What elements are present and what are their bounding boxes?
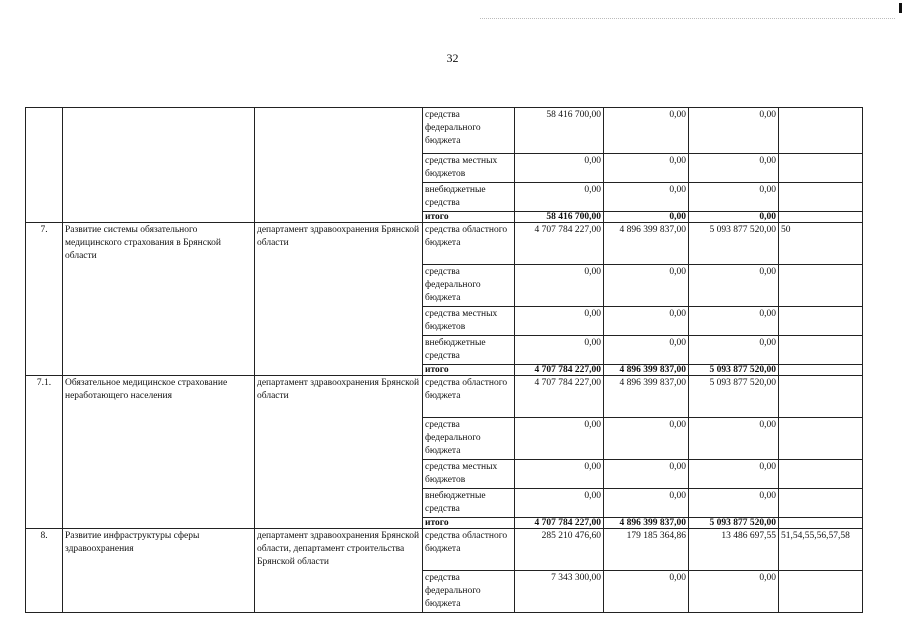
funding-source: средства областного бюджета bbox=[423, 376, 515, 418]
table-row bbox=[26, 529, 863, 571]
page-number: 32 bbox=[446, 51, 459, 65]
funding-source: средства областного бюджета bbox=[423, 223, 515, 265]
target-indicator bbox=[779, 365, 863, 376]
amount-year-1: 4 707 784 227,00 bbox=[515, 365, 604, 376]
amount-year-1: 0,00 bbox=[515, 154, 604, 183]
amount-year-3: 0,00 bbox=[689, 265, 779, 307]
amount-year-2: 0,00 bbox=[604, 212, 689, 223]
amount-year-3: 13 486 697,55 bbox=[689, 529, 779, 571]
amount-year-3: 0,00 bbox=[689, 336, 779, 365]
amount-year-1: 4 707 784 227,00 bbox=[515, 376, 604, 418]
target-indicator bbox=[779, 154, 863, 183]
amount-year-3: 0,00 bbox=[689, 571, 779, 613]
target-indicator bbox=[779, 376, 863, 418]
funding-source: средства областного бюджета bbox=[423, 529, 515, 571]
funding-source: внебюджетные средства bbox=[423, 336, 515, 365]
amount-year-1: 7 343 300,00 bbox=[515, 571, 604, 613]
amount-year-3: 0,00 bbox=[689, 183, 779, 212]
amount-year-3: 5 093 877 520,00 bbox=[689, 223, 779, 265]
item-name: Развитие инфраструктуры сферы здравоохранения bbox=[63, 529, 255, 613]
amount-year-3: 5 093 877 520,00 bbox=[689, 365, 779, 376]
scan-corner-mark bbox=[899, 3, 902, 13]
item-number: 7. bbox=[26, 223, 63, 376]
amount-year-2: 0,00 bbox=[604, 460, 689, 489]
amount-year-2: 4 896 399 837,00 bbox=[604, 518, 689, 529]
table-row bbox=[26, 376, 863, 418]
target-indicator bbox=[779, 108, 863, 154]
amount-year-2: 0,00 bbox=[604, 154, 689, 183]
amount-year-1: 0,00 bbox=[515, 183, 604, 212]
amount-year-1: 0,00 bbox=[515, 336, 604, 365]
funding-source: итого bbox=[423, 518, 515, 529]
funding-source: средства местных бюджетов bbox=[423, 460, 515, 489]
amount-year-2: 179 185 364,86 bbox=[604, 529, 689, 571]
budget-table bbox=[25, 107, 863, 613]
amount-year-1: 0,00 bbox=[515, 460, 604, 489]
item-number: 8. bbox=[26, 529, 63, 613]
amount-year-2: 4 896 399 837,00 bbox=[604, 376, 689, 418]
amount-year-1: 0,00 bbox=[515, 489, 604, 518]
amount-year-2: 4 896 399 837,00 bbox=[604, 223, 689, 265]
target-indicator: 50 bbox=[779, 223, 863, 265]
amount-year-3: 0,00 bbox=[689, 108, 779, 154]
target-indicator bbox=[779, 518, 863, 529]
amount-year-2: 0,00 bbox=[604, 571, 689, 613]
table-row bbox=[26, 108, 863, 154]
funding-source: итого bbox=[423, 212, 515, 223]
funding-source: итого bbox=[423, 365, 515, 376]
target-indicator: 51,54,55,56,57,58 bbox=[779, 529, 863, 571]
amount-year-2: 0,00 bbox=[604, 489, 689, 518]
funding-source: внебюджетные средства bbox=[423, 183, 515, 212]
table-row bbox=[26, 223, 863, 265]
amount-year-1: 0,00 bbox=[515, 418, 604, 460]
target-indicator bbox=[779, 460, 863, 489]
target-indicator bbox=[779, 418, 863, 460]
amount-year-3: 5 093 877 520,00 bbox=[689, 376, 779, 418]
funding-source: средства федерального бюджета bbox=[423, 571, 515, 613]
amount-year-1: 0,00 bbox=[515, 265, 604, 307]
target-indicator bbox=[779, 336, 863, 365]
amount-year-3: 0,00 bbox=[689, 489, 779, 518]
target-indicator bbox=[779, 307, 863, 336]
item-responsible: департамент здравоохранения Брянской области bbox=[255, 223, 423, 376]
amount-year-1: 4 707 784 227,00 bbox=[515, 518, 604, 529]
funding-source: внебюджетные средства bbox=[423, 489, 515, 518]
item-responsible: департамент здравоохранения Брянской области bbox=[255, 376, 423, 529]
amount-year-2: 0,00 bbox=[604, 307, 689, 336]
target-indicator bbox=[779, 571, 863, 613]
funding-source: средства федерального бюджета bbox=[423, 108, 515, 154]
item-responsible: департамент здравоохранения Брянской области, департамент строительства Брянской области bbox=[255, 529, 423, 613]
target-indicator bbox=[779, 183, 863, 212]
target-indicator bbox=[779, 265, 863, 307]
funding-source: средства федерального бюджета bbox=[423, 265, 515, 307]
item-responsible bbox=[255, 108, 423, 223]
amount-year-3: 0,00 bbox=[689, 154, 779, 183]
amount-year-3: 0,00 bbox=[689, 460, 779, 489]
item-number: 7.1. bbox=[26, 376, 63, 529]
funding-source: средства местных бюджетов bbox=[423, 307, 515, 336]
target-indicator bbox=[779, 212, 863, 223]
item-name: Развитие системы обязательного медицинского страхования в Брянской области bbox=[63, 223, 255, 376]
funding-source: средства местных бюджетов bbox=[423, 154, 515, 183]
amount-year-2: 0,00 bbox=[604, 265, 689, 307]
amount-year-2: 0,00 bbox=[604, 418, 689, 460]
amount-year-1: 4 707 784 227,00 bbox=[515, 223, 604, 265]
target-indicator bbox=[779, 489, 863, 518]
item-number bbox=[26, 108, 63, 223]
amount-year-2: 0,00 bbox=[604, 183, 689, 212]
amount-year-3: 5 093 877 520,00 bbox=[689, 518, 779, 529]
amount-year-2: 4 896 399 837,00 bbox=[604, 365, 689, 376]
amount-year-2: 0,00 bbox=[604, 336, 689, 365]
amount-year-2: 0,00 bbox=[604, 108, 689, 154]
amount-year-1: 285 210 476,60 bbox=[515, 529, 604, 571]
amount-year-3: 0,00 bbox=[689, 307, 779, 336]
item-name bbox=[63, 108, 255, 223]
amount-year-1: 0,00 bbox=[515, 307, 604, 336]
amount-year-1: 58 416 700,00 bbox=[515, 212, 604, 223]
scan-artifact-line bbox=[480, 18, 895, 19]
amount-year-3: 0,00 bbox=[689, 418, 779, 460]
funding-source: средства федерального бюджета bbox=[423, 418, 515, 460]
item-name: Обязательное медицинское страхование неработающего населения bbox=[63, 376, 255, 529]
amount-year-3: 0,00 bbox=[689, 212, 779, 223]
amount-year-1: 58 416 700,00 bbox=[515, 108, 604, 154]
